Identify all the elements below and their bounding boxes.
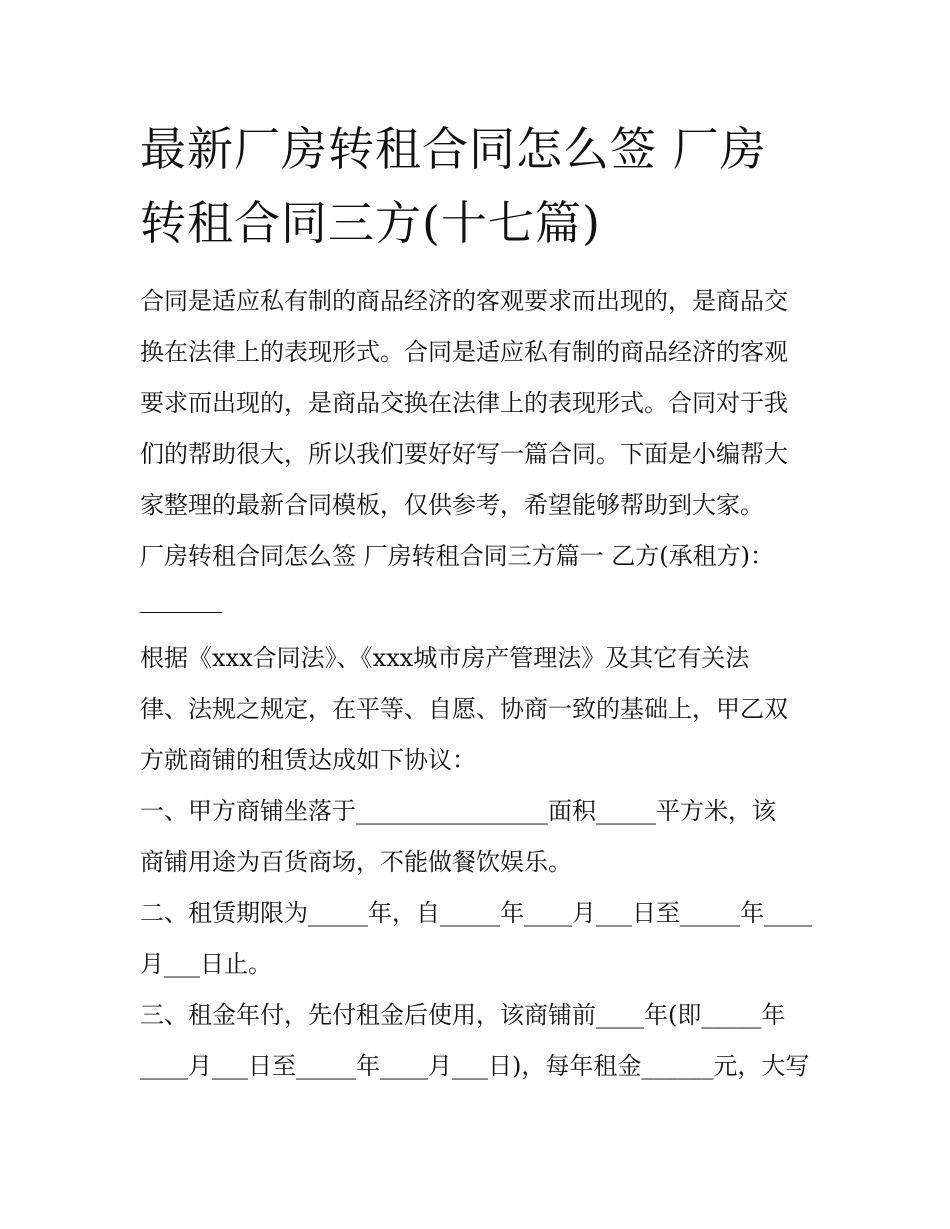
body-line: ____月___日至_____年____月___日)，每年租金______元，大写 (140, 1052, 810, 1080)
body-line: 厂房转租合同怎么签 厂房转租合同三方篇一 乙方(承租方)： (140, 542, 774, 570)
signature-blank-line (140, 582, 830, 633)
underline-rule (140, 582, 222, 613)
body-line: 律、法规之规定，在平等、自愿、协商一致的基础上，甲乙双 (140, 695, 788, 723)
body-line: 方就商铺的租赁达成如下协议： (140, 746, 476, 774)
body-line: 三、租金年付，先付租金后使用，该商铺前____年(即_____年 (140, 1001, 786, 1029)
body-line: 们的帮助很大，所以我们要好好写一篇合同。下面是小编帮大 (140, 440, 788, 468)
body-line: 一、甲方商铺坐落于________________面积_____平方米，该 (140, 797, 776, 825)
body-line: 合同是适应私有制的商品经济的客观要求而出现的，是商品交 (140, 287, 788, 315)
title-line-1: 最新厂房转租合同怎么签 厂房 (140, 122, 767, 176)
title-line-2: 转租合同三方(十七篇) (140, 196, 601, 250)
body-line: 根据《xxx合同法》、《xxx城市房产管理法》及其它有关法 (140, 644, 750, 672)
body-line: 要求而出现的，是商品交换在法律上的表现形式。合同对于我 (140, 389, 788, 417)
body-line: 商铺用途为百货商场，不能做餐饮娱乐。 (140, 848, 572, 876)
body-line: 二、租赁期限为_____年，自_____年____月___日至_____年____ (140, 899, 812, 927)
body-line: 家整理的最新合同模板，仅供参考，希望能够帮助到大家。 (140, 491, 764, 519)
body-line: 换在法律上的表现形式。合同是适应私有制的商品经济的客观 (140, 338, 788, 366)
document-body (140, 276, 830, 1092)
body-line: 月___日止。 (140, 950, 272, 978)
document-title (140, 112, 820, 260)
